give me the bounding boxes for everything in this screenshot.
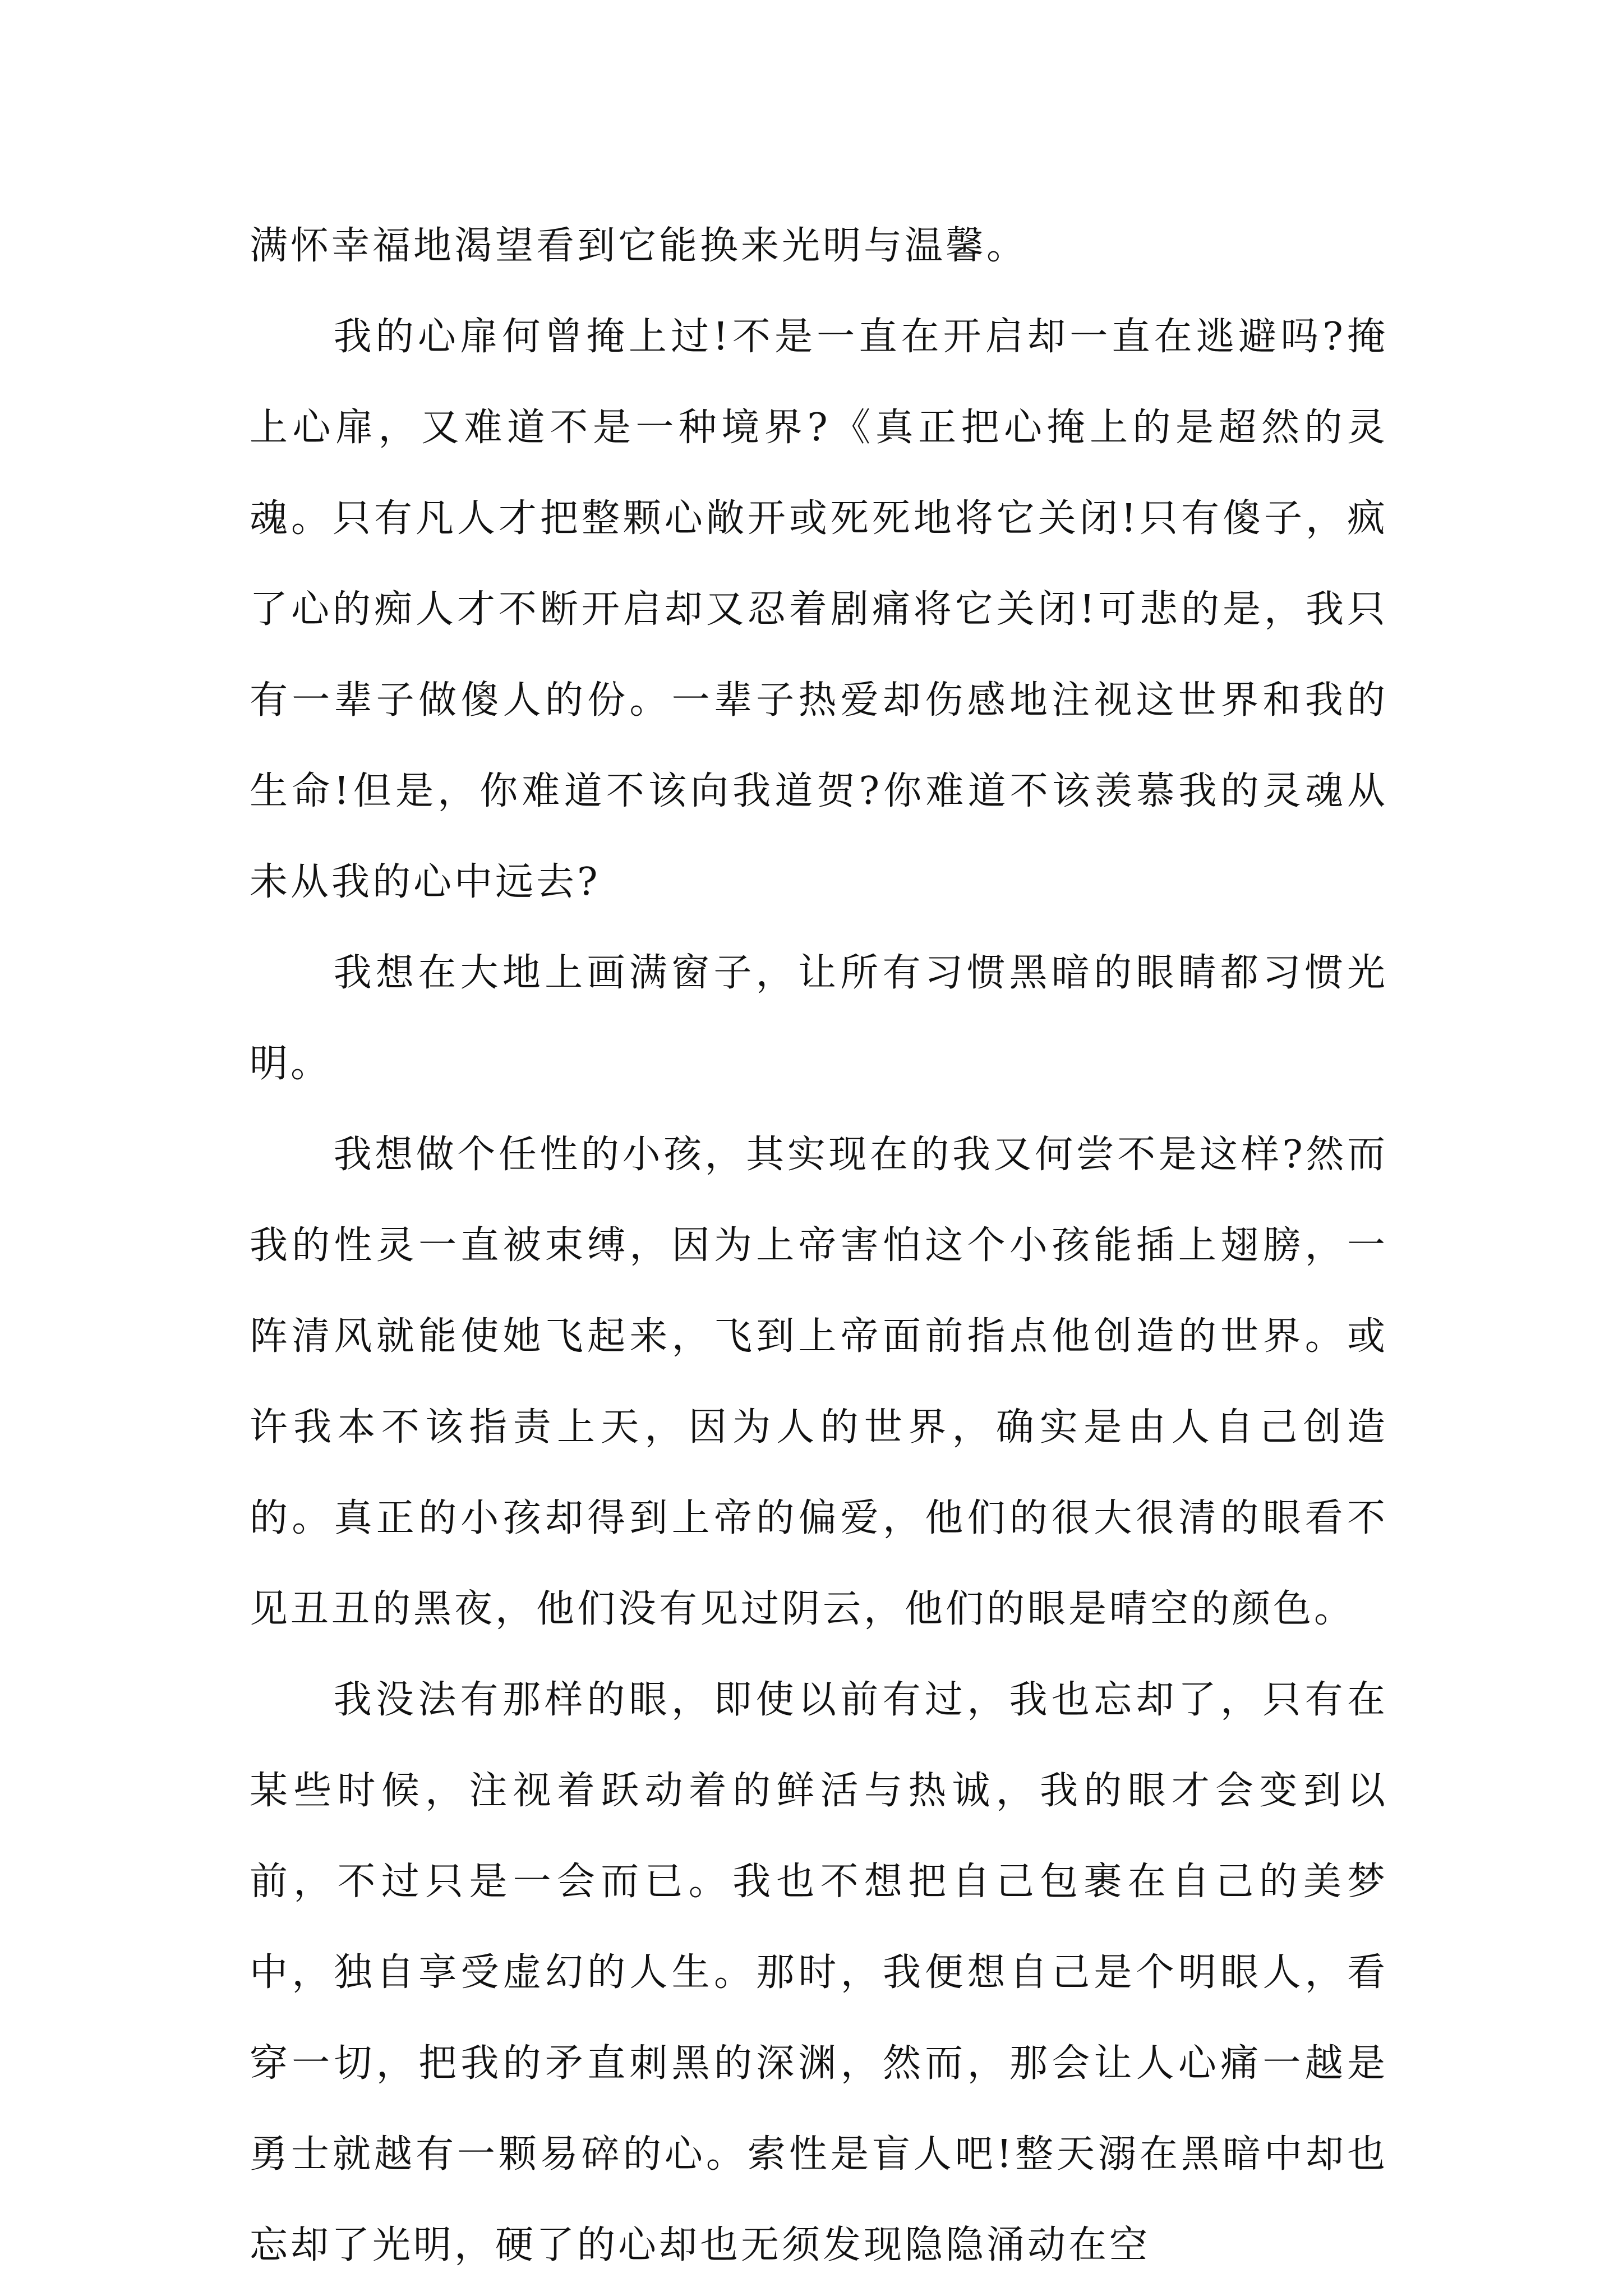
paragraph-1: 满怀幸福地渴望看到它能换来光明与温馨。 — [250, 224, 1028, 268]
paragraph-2: 我的心扉何曾掩上过!不是一直在开启却一直在逃避吗?掩上心扉，又难道不是一种境界?《真正把心掩上的是超然的灵魂。只有凡人才把整颗心敞开或死死地将它关闭!只有傻子，疯了心的痴人才不断开启却又忍着剧痛将它关闭!可悲的是，我只有一辈子做傻人的份。一辈子热爱却伤感地注视这世界和我的生命!但是，你难道不该向我道贺?你难道不该羡慕我的灵魂从未从我的心中远去? — [250, 315, 1389, 904]
paragraph-3: 我想在大地上画满窗子，让所有习惯黑暗的眼睛都习惯光明。 — [250, 951, 1388, 1086]
paragraph-4: 我想做个任性的小孩，其实现在的我又何尝不是这样?然而我的性灵一直被束缚，因为上帝害怕这个小孩能插上翅膀，一阵清风就能使她飞起来，飞到上帝面前指点他创造的世界。或许我本不该指责上天，因为人的世界，确实是由人自己创造的。真正的小孩却得到上帝的偏爱，他们的很大很清的眼看不见丑丑的黑夜，他们没有见过阴云，他们的眼是晴空的颜色。 — [250, 1133, 1388, 1631]
paragraph-5: 我没法有那样的眼，即使以前有过，我也忘却了，只有在某些时候，注视着跃动着的鲜活与热诚，我的眼才会变到以前，不过只是一会而已。我也不想把自己包裹在自己的美梦中，独自享受虚幻的人生。那时，我便想自己是个明眼人，看穿一切，把我的矛直刺黑的深渊，然而，那会让人心痛一越是勇士就越有一颗易碎的心。索性是盲人吧!整天溺在黑暗中却也忘却了光明，硬了的心却也无须发现隐隐涌动在空 — [250, 1678, 1389, 2267]
body-text — [250, 201, 1388, 2291]
